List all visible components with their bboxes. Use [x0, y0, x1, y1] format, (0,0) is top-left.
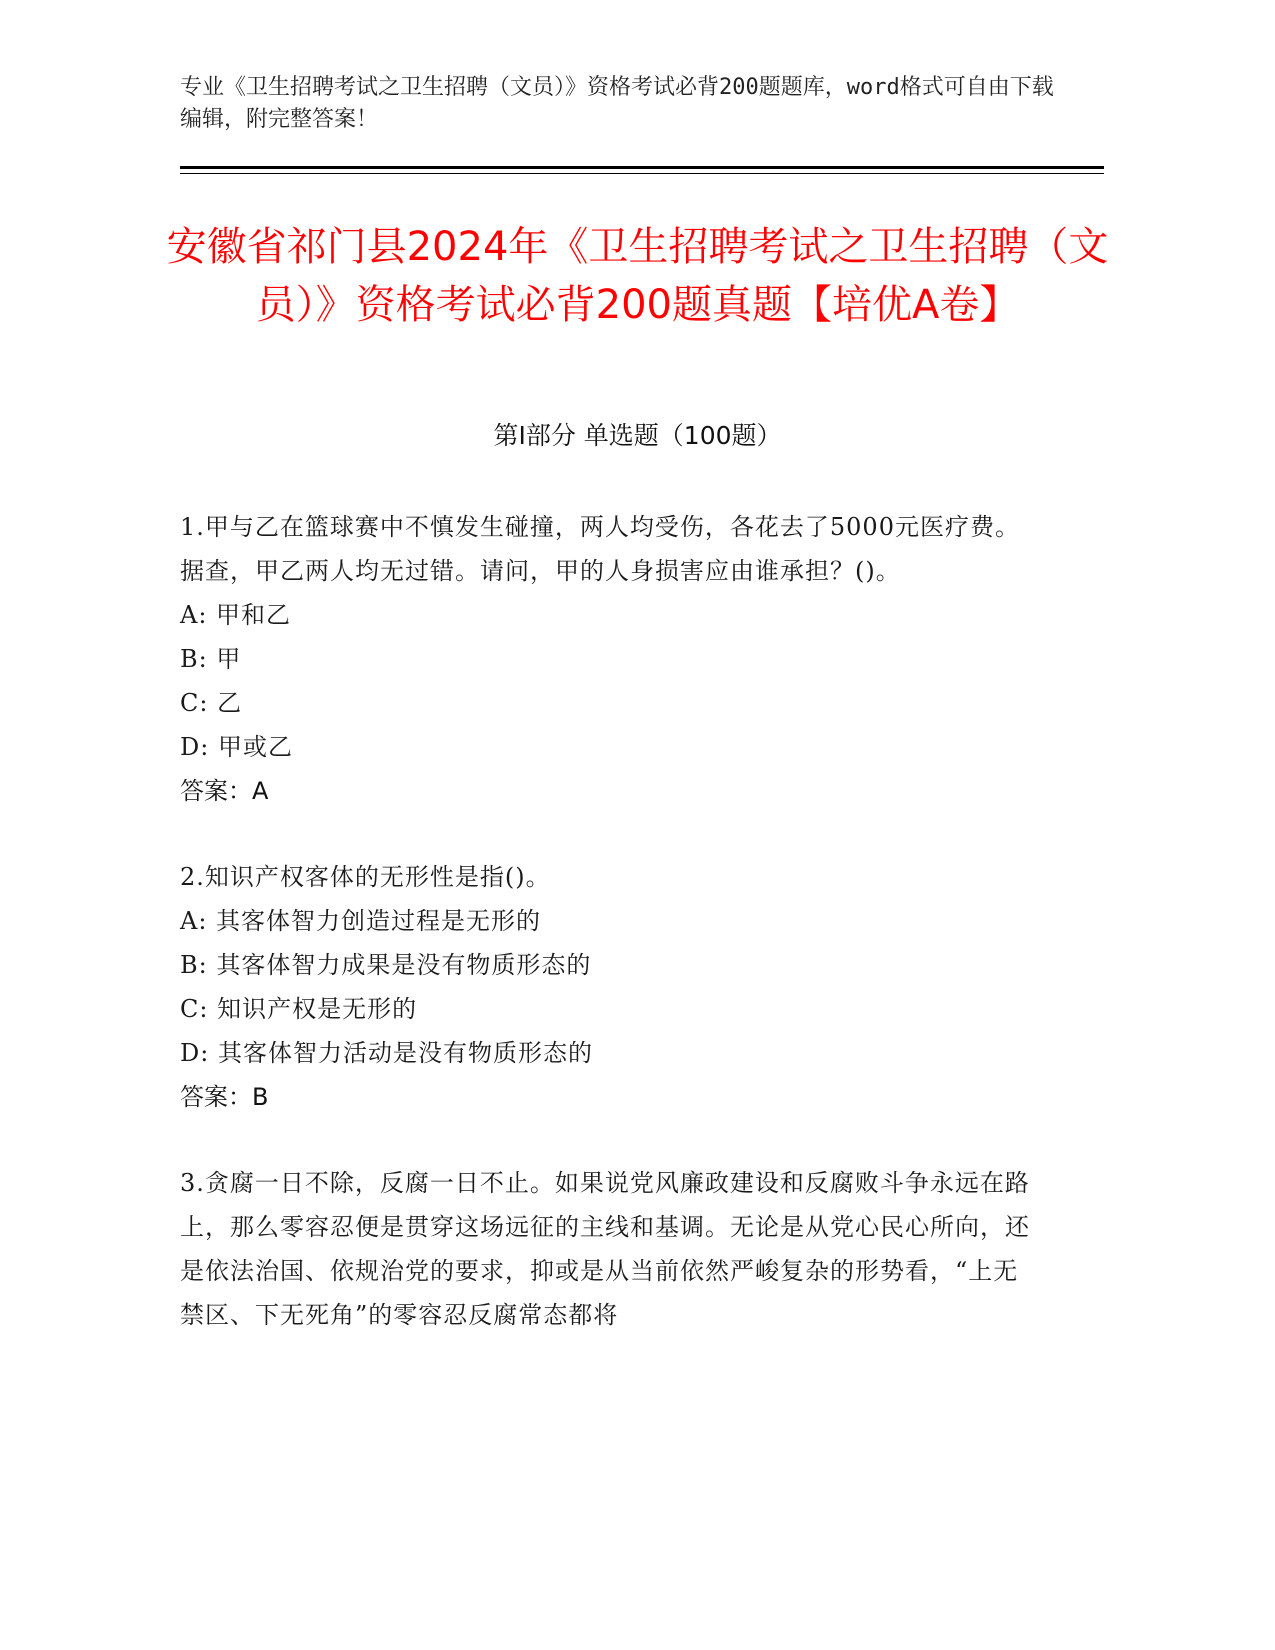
question-2 — [180, 855, 1040, 1119]
option-a: A: 其客体智力创造过程是无形的 — [180, 907, 542, 935]
question-stem: 1.甲与乙在篮球赛中不慎发生碰撞，两人均受伤，各花去了5000元医疗费。据查，甲乙两人均无过错。请问，甲的人身损害应由谁承担？()。 — [180, 513, 1020, 585]
answer: 答案：B — [180, 1083, 269, 1111]
question-1 — [180, 505, 1040, 813]
question-list — [180, 505, 1040, 1379]
option-b: B: 其客体智力成果是没有物质形态的 — [180, 951, 592, 979]
header-note: 专业《卫生招聘考试之卫生招聘（文员）》资格考试必背200题题库，word格式可自由下载编辑，附完整答案！ — [180, 75, 1054, 132]
header-rule-thin — [180, 173, 1104, 174]
question-3 — [180, 1161, 1040, 1337]
option-b: B: 甲 — [180, 645, 242, 673]
question-stem: 2.知识产权客体的无形性是指()。 — [180, 863, 551, 891]
option-d: D: 甲或乙 — [180, 733, 293, 761]
answer: 答案：A — [180, 777, 269, 805]
section-title: 第Ⅰ部分 单选题（100题） — [493, 421, 782, 450]
option-a: A: 甲和乙 — [180, 601, 292, 629]
header-rule-thick — [180, 166, 1104, 169]
option-c: C: 乙 — [180, 689, 243, 717]
option-d: D: 其客体智力活动是没有物质形态的 — [180, 1039, 593, 1067]
option-c: C: 知识产权是无形的 — [180, 995, 418, 1023]
document-title: 安徽省祁门县2024年《卫生招聘考试之卫生招聘（文员）》资格考试必背200题真题【培优A卷】 — [166, 224, 1109, 328]
question-stem: 3.贪腐一日不除，反腐一日不止。如果说党风廉政建设和反腐败斗争永远在路上，那么零容忍便是贯穿这场远征的主线和基调。无论是从党心民心所向，还是依法治国、依规治党的要求，抑或是从当前依然严峻复杂的形势看，“上无禁区、下无死角”的零容忍反腐常态都将 — [180, 1169, 1030, 1329]
